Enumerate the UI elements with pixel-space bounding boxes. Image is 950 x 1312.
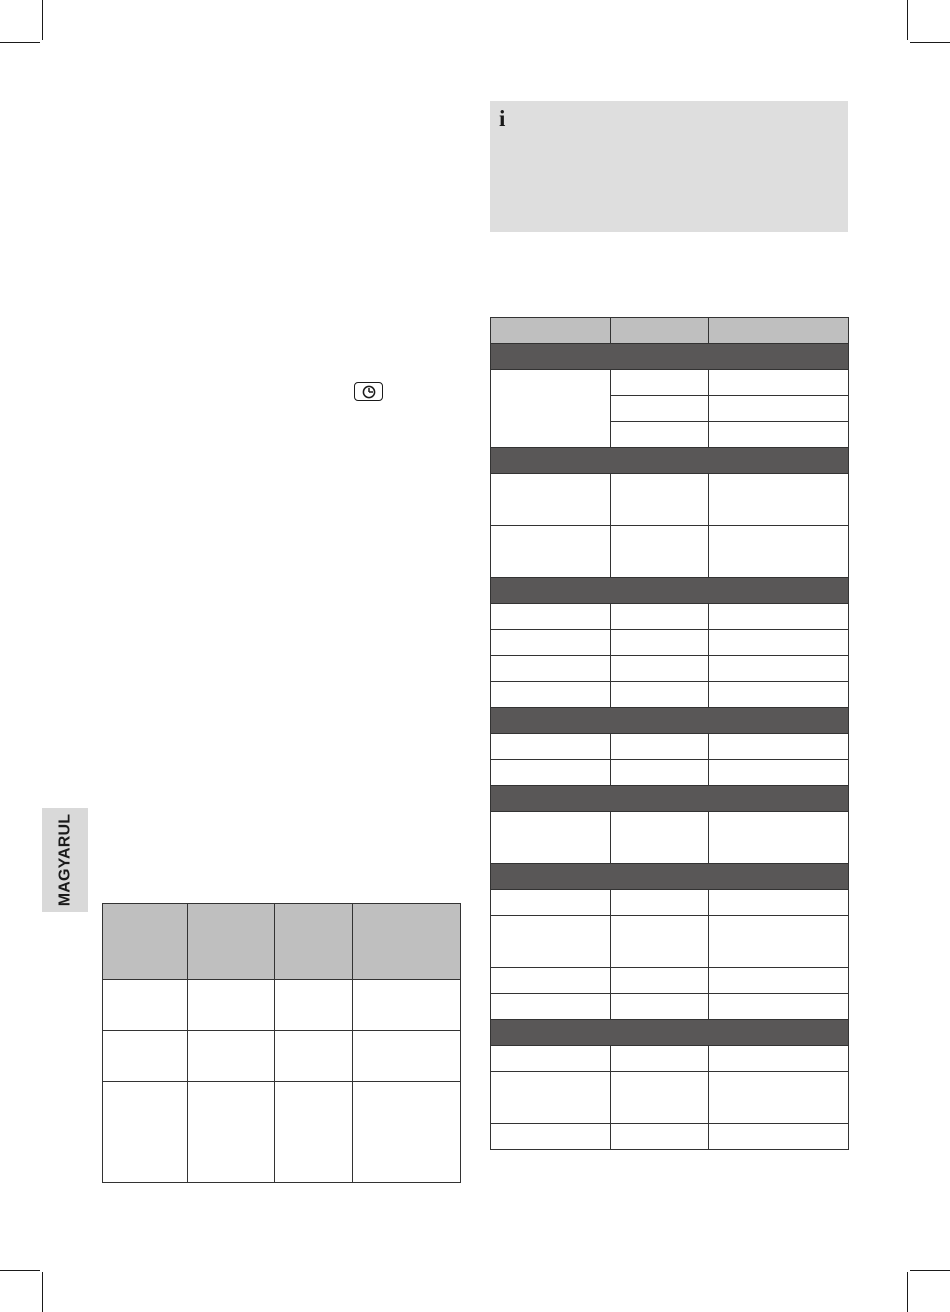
- table-cell: [353, 1082, 461, 1183]
- section-row: [491, 708, 849, 734]
- table-row: [491, 890, 849, 916]
- table-cell: [103, 1082, 188, 1183]
- crop-mark-bottom-right-v: [907, 1272, 908, 1312]
- section-row: [491, 448, 849, 474]
- table-cell: [103, 1031, 188, 1082]
- table-cell: [611, 890, 709, 916]
- table-cell: [611, 474, 709, 526]
- crop-mark-top-right-v: [907, 0, 908, 40]
- section-cell: [491, 448, 849, 474]
- timer-clock-glyph: [361, 385, 377, 399]
- table-cell: [491, 916, 611, 968]
- table-cell: [275, 1031, 353, 1082]
- table-cell: [709, 1072, 849, 1124]
- table-cell: [611, 734, 709, 760]
- language-tab: [42, 808, 88, 912]
- table-cell: [709, 812, 849, 864]
- table-row: [491, 604, 849, 630]
- table-cell: [491, 526, 611, 578]
- language-tab-label: MAGYARUL: [56, 813, 74, 907]
- table-cell: [491, 656, 611, 682]
- table-cell: [709, 474, 849, 526]
- crop-mark-top-left-v: [42, 0, 43, 40]
- table-cell: [611, 1046, 709, 1072]
- table-row: [491, 760, 849, 786]
- table-cell: [103, 980, 188, 1031]
- table-cell: [709, 656, 849, 682]
- section-row: [491, 786, 849, 812]
- table-cell: [275, 1082, 353, 1183]
- table-cell: [611, 760, 709, 786]
- table-row: [491, 1072, 849, 1124]
- table-cell: [491, 968, 611, 994]
- table-cell: [709, 890, 849, 916]
- table-cell: [709, 630, 849, 656]
- table-row: [491, 734, 849, 760]
- section-cell: [491, 708, 849, 734]
- table-cell: [709, 968, 849, 994]
- table-cell: [188, 980, 275, 1031]
- table-header-cell: [709, 318, 849, 344]
- table-row: [103, 1082, 461, 1183]
- table-header-cell: [188, 904, 275, 980]
- table-row: [103, 980, 461, 1031]
- table-row: [491, 1124, 849, 1150]
- section-row: [491, 1020, 849, 1046]
- table-cell: [491, 682, 611, 708]
- section-cell: [491, 786, 849, 812]
- table-cell: [709, 1046, 849, 1072]
- table-row: [491, 968, 849, 994]
- table-cell: [491, 734, 611, 760]
- table-cell: [611, 396, 709, 422]
- table-row: [491, 682, 849, 708]
- table-row: [491, 656, 849, 682]
- table-cell: [353, 980, 461, 1031]
- table-header-cell: [611, 318, 709, 344]
- table-cell: [491, 994, 611, 1020]
- section-row: [491, 864, 849, 890]
- table-cell: [709, 396, 849, 422]
- table-cell: [709, 1124, 849, 1150]
- table-header-cell: [491, 318, 611, 344]
- table-cell: [611, 812, 709, 864]
- table-cell: [491, 630, 611, 656]
- table-row: [491, 916, 849, 968]
- table-header-cell: [103, 904, 188, 980]
- table-cell: [188, 1082, 275, 1183]
- table-cell: [491, 1072, 611, 1124]
- table-row: [103, 1031, 461, 1082]
- crop-mark-top-right-h: [910, 42, 950, 43]
- crop-mark-bottom-left-v: [42, 1272, 43, 1312]
- crop-mark-top-left-h: [0, 42, 40, 43]
- table-header-row: [491, 318, 849, 344]
- table-cell: [611, 1072, 709, 1124]
- table-row: [491, 1046, 849, 1072]
- section-row: [491, 344, 849, 370]
- table-cell: [188, 1031, 275, 1082]
- section-cell: [491, 344, 849, 370]
- info-note-box: [490, 101, 848, 232]
- table-row: [491, 526, 849, 578]
- table-cell: [611, 1124, 709, 1150]
- table-cell: [611, 994, 709, 1020]
- crop-mark-bottom-left-h: [0, 1270, 40, 1271]
- table-cell: [709, 422, 849, 448]
- table-cell: [611, 968, 709, 994]
- table-cell: [275, 980, 353, 1031]
- table-cell: [611, 604, 709, 630]
- table-cell: [709, 604, 849, 630]
- table-cell: [709, 526, 849, 578]
- table-cell: [709, 760, 849, 786]
- left-table: [102, 903, 461, 1183]
- section-cell: [491, 864, 849, 890]
- info-icon: i: [499, 106, 506, 131]
- table-cell: [491, 604, 611, 630]
- table-row: [491, 474, 849, 526]
- table-cell: [611, 916, 709, 968]
- table-cell: [491, 812, 611, 864]
- table-cell: [709, 734, 849, 760]
- table-cell: [353, 1031, 461, 1082]
- table-row: [491, 994, 849, 1020]
- table-row: [491, 630, 849, 656]
- section-cell: [491, 578, 849, 604]
- table-cell: [611, 526, 709, 578]
- table-cell: [611, 370, 709, 396]
- section-row: [491, 578, 849, 604]
- table-cell: [491, 370, 611, 448]
- table-cell: [491, 474, 611, 526]
- table-cell: [611, 630, 709, 656]
- table-row: [491, 812, 849, 864]
- right-table: [490, 317, 849, 1150]
- table-cell: [709, 916, 849, 968]
- table-cell: [491, 1046, 611, 1072]
- table-cell: [611, 656, 709, 682]
- table-cell: [709, 370, 849, 396]
- section-cell: [491, 1020, 849, 1046]
- table-cell: [491, 760, 611, 786]
- table-header-row: [103, 904, 461, 980]
- crop-mark-bottom-right-h: [910, 1270, 950, 1271]
- table-header-cell: [353, 904, 461, 980]
- table-cell: [709, 994, 849, 1020]
- timer-clock-icon: [354, 382, 383, 401]
- table-row: [491, 370, 849, 396]
- table-cell: [611, 422, 709, 448]
- table-header-cell: [275, 904, 353, 980]
- table-cell: [491, 890, 611, 916]
- table-cell: [491, 1124, 611, 1150]
- table-cell: [709, 682, 849, 708]
- table-cell: [611, 682, 709, 708]
